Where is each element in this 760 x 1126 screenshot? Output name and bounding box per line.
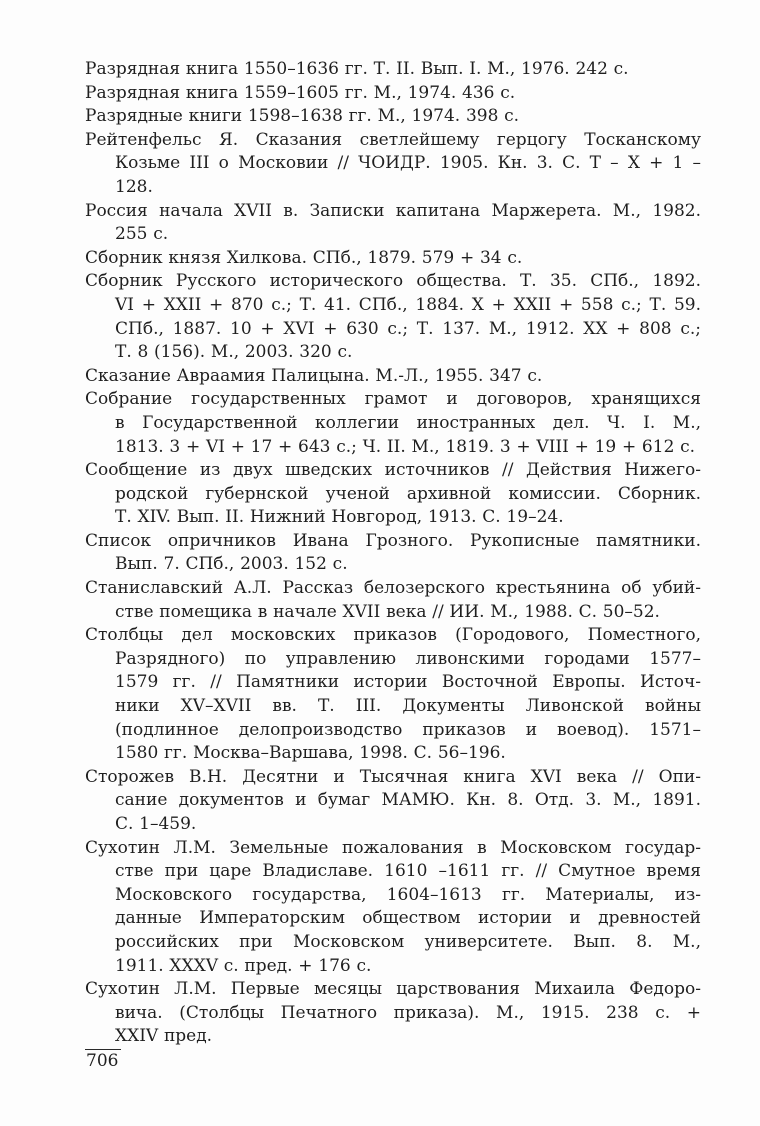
bibliography-entry xyxy=(85,200,701,247)
entry-line: Сухотин Л.М. Первые месяцы царствования Михаила Федоро- xyxy=(85,979,701,1000)
entry-line: Список опричников Ивана Грозного. Рукописные памятники. xyxy=(85,530,701,551)
entry-line: 255 с. xyxy=(115,224,169,245)
bibliography-entry xyxy=(85,837,701,979)
entry-line: Собрание государственных грамот и договоров, хранящихся xyxy=(85,389,701,410)
entry-line: стве помещика в начале XVII века // ИИ. М., 1988. С. 50–52. xyxy=(115,601,660,622)
entry-line: Сборник князя Хилкова. СПб., 1879. 579 + 34 с. xyxy=(85,247,523,268)
bibliography-entry xyxy=(85,365,701,389)
entry-line: 1911. XXXV с. пред. + 176 с. xyxy=(115,955,372,976)
entry-line: Разрядная книга 1550–1636 гг. Т. II. Вып. I. М., 1976. 242 с. xyxy=(85,59,629,79)
entry-line: С. 1–459. xyxy=(115,814,197,834)
entry-line: XXIV пред. xyxy=(115,1026,213,1047)
entry-line: Т. 8 (156). М., 2003. 320 с. xyxy=(115,342,353,363)
entry-line: Вып. 7. СПб., 2003. 152 с. xyxy=(115,554,348,575)
entry-line: Столбцы дел московских приказов (Городового, Поместного, xyxy=(85,625,701,646)
entry-line: Сказание Авраамия Палицына. М.-Л., 1955. 347 с. xyxy=(85,365,543,386)
bibliography-entry xyxy=(85,577,701,624)
entry-line: в Государственной коллегии иностранных дел. Ч. I. М., xyxy=(115,412,701,433)
bibliography-entry xyxy=(85,247,701,271)
bibliography-entry xyxy=(85,459,701,530)
bibliography-entry xyxy=(85,530,701,577)
bibliography-entry xyxy=(85,58,701,82)
entry-line: Сборник Русского исторического общества. Т. 35. СПб., 1892. xyxy=(85,271,701,292)
entry-line: Сухотин Л.М. Земельные пожалования в Московском государ- xyxy=(85,837,701,858)
bibliography-entry xyxy=(85,766,701,837)
entry-line: Сообщение из двух шведских источников // Действия Нижего- xyxy=(85,460,701,481)
entry-line: Разрядные книги 1598–1638 гг. М., 1974. 398 с. xyxy=(85,106,520,127)
entry-line: Московского государства, 1604–1613 гг. Материалы, из- xyxy=(115,884,701,905)
bibliography-entry xyxy=(85,978,701,1049)
entry-line: Станиславский А.Л. Рассказ белозерского крестьянина об убий- xyxy=(85,578,701,599)
entry-line: Т. XIV. Вып. II. Нижний Новгород, 1913. С. 19–24. xyxy=(115,507,564,528)
bibliography-entry xyxy=(85,82,701,106)
entry-line: 1813. 3 + VI + 17 + 643 с.; Ч. II. М., 1819. 3 + VIII + 19 + 612 с. xyxy=(115,436,696,457)
entry-line: сание документов и бумаг МАМЮ. Кн. 8. Отд. 3. М., 1891. xyxy=(115,790,701,811)
bibliography-list xyxy=(85,58,701,1049)
entry-line: Рейтенфельс Я. Сказания светлейшему герцогу Тосканскому xyxy=(85,129,701,150)
entry-line: 128. xyxy=(115,176,153,197)
entry-line: данные Императорским обществом истории и древностей xyxy=(115,908,701,929)
entry-line: Россия начала XVII в. Записки капитана Маржерета. М., 1982. xyxy=(85,200,701,221)
page-number: 706 xyxy=(85,1049,121,1071)
entry-line: вича. (Столбцы Печатного приказа). М., 1915. 238 с. + xyxy=(115,1002,701,1023)
entry-line: ники XV–XVII вв. Т. III. Документы Ливонской войны xyxy=(115,696,701,717)
bibliography-entry xyxy=(85,129,701,200)
page-footer xyxy=(85,1049,121,1071)
entry-line: российских при Московском университете. Вып. 8. М., xyxy=(115,931,701,952)
entry-line: стве при царе Владиславе. 1610 –1611 гг. // Смутное время xyxy=(115,861,701,882)
entry-line: СПб., 1887. 10 + XVI + 630 с.; Т. 137. М., 1912. XX + 808 с.; xyxy=(115,318,701,339)
bibliography-entry xyxy=(85,270,701,364)
bibliography-entry xyxy=(85,388,701,459)
bibliography-entry xyxy=(85,105,701,129)
entry-line: родской губернской ученой архивной комиссии. Сборник. xyxy=(115,483,701,504)
entry-line: Разрядная книга 1559–1605 гг. М., 1974. 436 с. xyxy=(85,82,516,103)
entry-line: Сторожев В.Н. Десятни и Тысячная книга XVI века // Опи- xyxy=(85,766,701,787)
entry-line: VI + XXII + 870 с.; Т. 41. СПб., 1884. X + XXII + 558 с.; Т. 59. xyxy=(115,294,701,315)
entry-line: 1579 гг. // Памятники истории Восточной Европы. Источ- xyxy=(115,672,701,693)
entry-line: Козьме III о Московии // ЧОИДР. 1905. Кн. 3. С. Т – Х + 1 – xyxy=(115,153,701,174)
entry-line: (подлинное делопроизводство приказов и воевод). 1571– xyxy=(115,719,701,740)
entry-line: Разрядного) по управлению ливонскими городами 1577– xyxy=(115,648,701,669)
bibliography-entry xyxy=(85,624,701,766)
entry-line: 1580 гг. Москва–Варшава, 1998. С. 56–196. xyxy=(115,743,506,764)
